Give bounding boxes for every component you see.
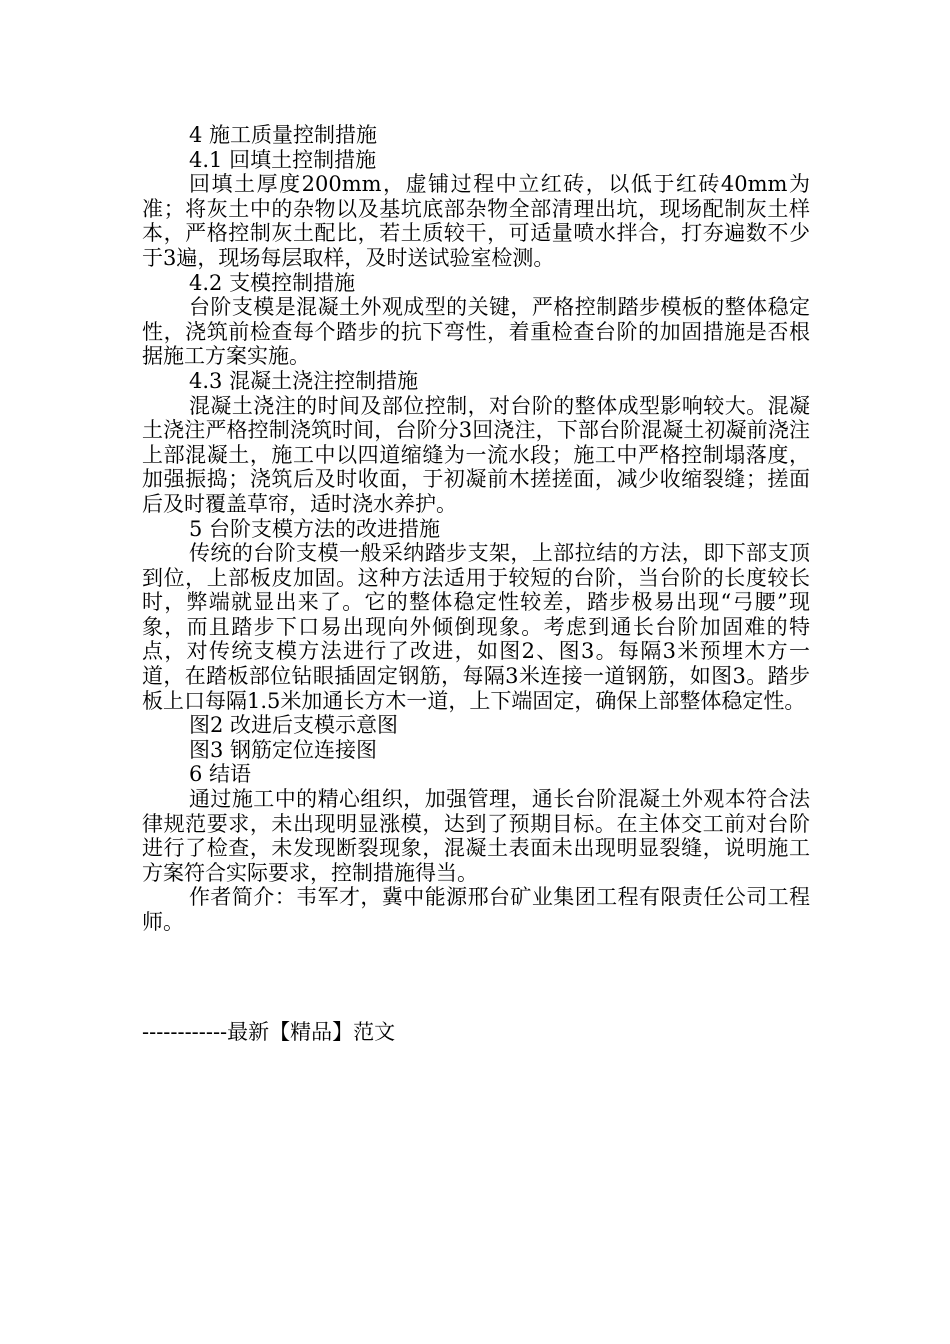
paragraph-backfill: 回填土厚度200mm，虚铺过程中立红砖，以低于红砖40mm为准；将灰土中的杂物以及基坑底部杂物全部清理出坑，现场配制灰土样本，严格控制灰土配比，若土质较干，可适量喷水拌合，打夯遍数不少于3遍，现场每层取样，及时送试验室检测。	[142, 172, 810, 270]
section-heading-6: 6 结语	[189, 762, 252, 787]
section-heading-5: 5 台阶支模方法的改进措施	[189, 516, 441, 541]
paragraph-formwork: 台阶支模是混凝土外观成型的关键，严格控制踏步模板的整体稳定性，浇筑前检查每个踏步的抗下弯性，着重检查台阶的加固措施是否根据施工方案实施。	[142, 295, 810, 369]
figure-caption-2: 图2 改进后支模示意图	[189, 713, 399, 738]
section-heading-4: 4 施工质量控制措施	[189, 123, 378, 147]
section-heading-4-1: 4.1 回填土控制措施	[189, 147, 377, 172]
document-body	[142, 123, 810, 935]
paragraph-concrete-pouring: 混凝土浇注的时间及部位控制，对台阶的整体成型影响较大。混凝土浇注严格控制浇筑时间，台阶分3回浇注，下部台阶混凝土初凝前浇注上部混凝土，施工中以四道缩缝为一流水段；施工中严格控制塌落度，加强振捣；浇筑后及时收面，于初凝前木搓搓面，减少收缩裂缝；搓面后及时覆盖草帘，适时浇水养护。	[142, 393, 810, 516]
paragraph-conclusion: 通过施工中的精心组织，加强管理，通长台阶混凝土外观本符合法律规范要求，未出现明显涨模，达到了预期目标。在主体交工前对台阶进行了检查，未发现断裂现象，混凝土表面未出现明显裂缝，说明施工方案符合实际要求，控制措施得当。	[142, 787, 810, 885]
section-heading-4-2: 4.2 支模控制措施	[189, 270, 356, 295]
figure-caption-3: 图3 钢筋定位连接图	[189, 737, 378, 762]
footer-tagline: ------------最新【精品】范文	[142, 1020, 396, 1044]
paragraph-improvement: 传统的台阶支模一般采纳踏步支架，上部拉结的方法，即下部支顶到位，上部板皮加固。这种方法适用于较短的台阶，当台阶的长度较长时，弊端就显出来了。它的整体稳定性较差，踏步极易出现“弓腰”现象，而且踏步下口易出现向外倾倒现象。考虑到通长台阶加固难的特点，对传统支模方法进行了改进，如图2、图3。每隔3米预埋木方一道，在踏板部位钻眼插固定钢筋，每隔3米连接一道钢筋，如图3。踏步板上口每隔1.5米加通长方木一道，上下端固定，确保上部整体稳定性。	[142, 541, 810, 713]
paragraph-author-bio: 作者简介：韦军才，冀中能源邢台矿业集团工程有限责任公司工程师。	[142, 885, 810, 934]
section-heading-4-3: 4.3 混凝土浇注控制措施	[189, 368, 419, 393]
